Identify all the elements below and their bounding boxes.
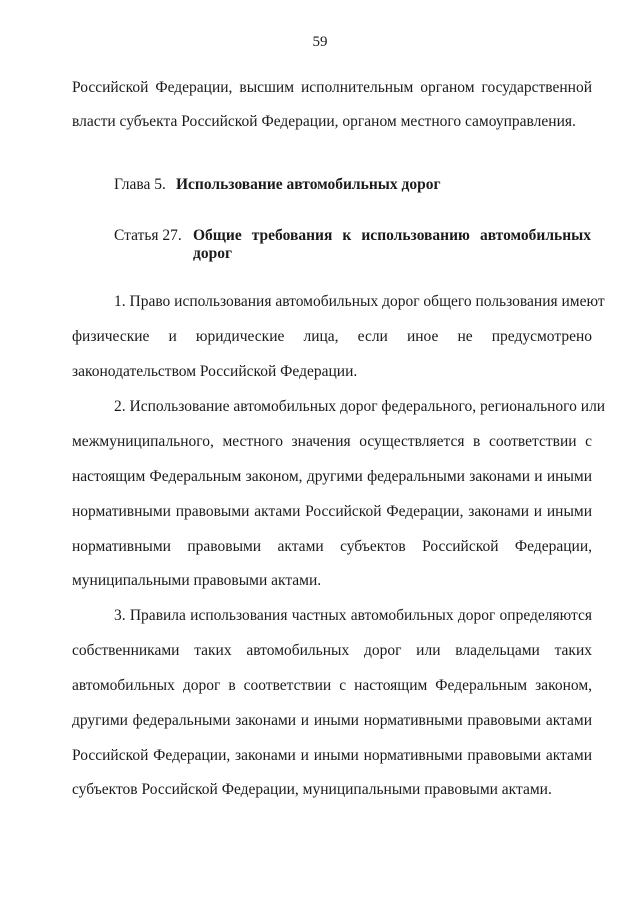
paragraph-1-line: законодательством Российской Федерации. [72,363,358,380]
chapter-heading [114,175,440,195]
paragraph-2-line: нормативными правовыми актами Российской Федерации, законами и иными [72,503,592,520]
page-number: 59 [312,34,328,50]
paragraph-2-line: 2. Использование автомобильных дорог федерального, регионального или [114,398,606,415]
paragraph-3-line: 3. Правила использования частных автомобильных дорог определяются [114,607,592,624]
paragraph-2-line: межмуниципального, местного значения осуществляется в соответствии с [72,433,592,450]
paragraph-3-line: Российской Федерации, законами и иными нормативными правовыми актами [72,747,592,764]
article-title-line-1: Общие требования к использованию автомобильных [193,227,591,244]
paragraph-3-line: автомобильных дорог в соответствии с настоящим Федеральным законом, [72,677,592,694]
chapter-number: Глава 5. [114,176,166,193]
article-title-line-2: дорог [193,245,232,262]
paragraph-1-line: физические и юридические лица, если иное не предусмотрено [72,328,592,345]
paragraph-3-line: другими федеральными законами и иными нормативными правовыми актами [72,712,592,729]
paragraph-2-line: муниципальными правовыми актами. [72,572,322,589]
paragraph-3-line: собственниками таких автомобильных дорог или владельцами таких [72,642,592,659]
continuation-line-2: власти субъекта Российской Федерации, органом местного самоуправления. [72,113,576,130]
paragraph-2-line: нормативными правовыми актами субъектов Российской Федерации, [72,538,592,555]
article-number: Статья 27. [114,227,182,244]
paragraph-2-line: настоящим Федеральным законом, другими федеральными законами и иными [72,468,592,485]
paragraph-3-line: субъектов Российской Федерации, муниципальными правовыми актами. [72,781,552,798]
chapter-title: Использование автомобильных дорог [176,176,441,193]
paragraph-1-line: 1. Право использования автомобильных дорог общего пользования имеют [114,293,605,310]
continuation-line-1: Российской Федерации, высшим исполнительным органом государственной [72,79,592,96]
